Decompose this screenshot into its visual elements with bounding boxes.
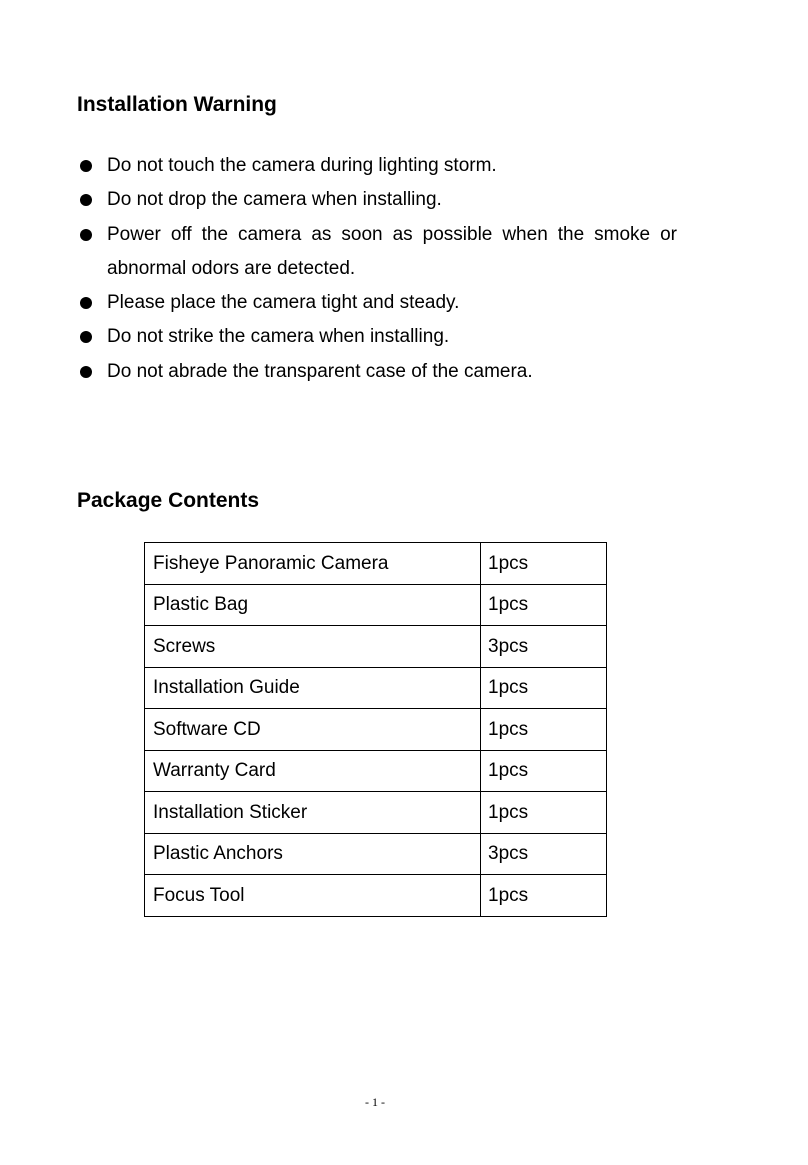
item-name-cell: Plastic Anchors: [145, 833, 481, 875]
warning-item-text: Do not drop the camera when installing.: [107, 189, 442, 211]
quantity-cell: 1pcs: [481, 543, 607, 585]
item-name-cell: Screws: [145, 626, 481, 668]
item-name-cell: Installation Sticker: [145, 792, 481, 834]
bullet-icon: [80, 331, 92, 343]
table-row: [145, 543, 607, 585]
quantity-cell: 3pcs: [481, 833, 607, 875]
table-row: [145, 709, 607, 751]
page-number: - 1 -: [365, 1095, 385, 1109]
warning-item-text: abnormal odors are detected.: [107, 257, 356, 279]
warning-item: [77, 149, 677, 183]
quantity-cell: 1pcs: [481, 792, 607, 834]
item-name-cell: Plastic Bag: [145, 584, 481, 626]
bullet-icon: [80, 194, 92, 206]
bullet-icon: [80, 160, 92, 172]
item-name-cell: Warranty Card: [145, 750, 481, 792]
table-row: [145, 626, 607, 668]
bullet-icon: [80, 229, 92, 241]
warning-item-text: Do not strike the camera when installing.: [107, 326, 450, 348]
table-row: [145, 875, 607, 917]
item-name-cell: Installation Guide: [145, 667, 481, 709]
item-name-cell: Software CD: [145, 709, 481, 751]
item-name-cell: Focus Tool: [145, 875, 481, 917]
warning-item-continuation: [77, 252, 677, 286]
bullet-icon: [80, 366, 92, 378]
warning-item: [77, 320, 677, 354]
warning-item: [77, 286, 677, 320]
installation-warning-heading: Installation Warning: [77, 93, 277, 116]
package-contents-heading: Package Contents: [77, 489, 260, 512]
quantity-cell: 1pcs: [481, 709, 607, 751]
bullet-icon: [80, 297, 92, 309]
warning-item-text: Power off the camera as soon as possible when the smoke or: [107, 223, 677, 245]
table-row: [145, 584, 607, 626]
warning-item: [77, 183, 677, 217]
warning-item-text: Do not abrade the transparent case of the camera.: [107, 360, 533, 382]
quantity-cell: 1pcs: [481, 875, 607, 917]
installation-warning-list: [77, 149, 677, 389]
table-row: [145, 833, 607, 875]
quantity-cell: 3pcs: [481, 626, 607, 668]
table-row: [145, 792, 607, 834]
quantity-cell: 1pcs: [481, 750, 607, 792]
package-contents-table: [144, 542, 607, 917]
table-row: [145, 667, 607, 709]
warning-item: [77, 355, 677, 389]
warning-item: [77, 218, 677, 252]
quantity-cell: 1pcs: [481, 667, 607, 709]
table-row: [145, 750, 607, 792]
warning-item-text: Do not touch the camera during lighting storm.: [107, 155, 497, 176]
quantity-cell: 1pcs: [481, 584, 607, 626]
item-name-cell: Fisheye Panoramic Camera: [145, 543, 481, 585]
warning-item-text: Please place the camera tight and steady.: [107, 292, 460, 314]
